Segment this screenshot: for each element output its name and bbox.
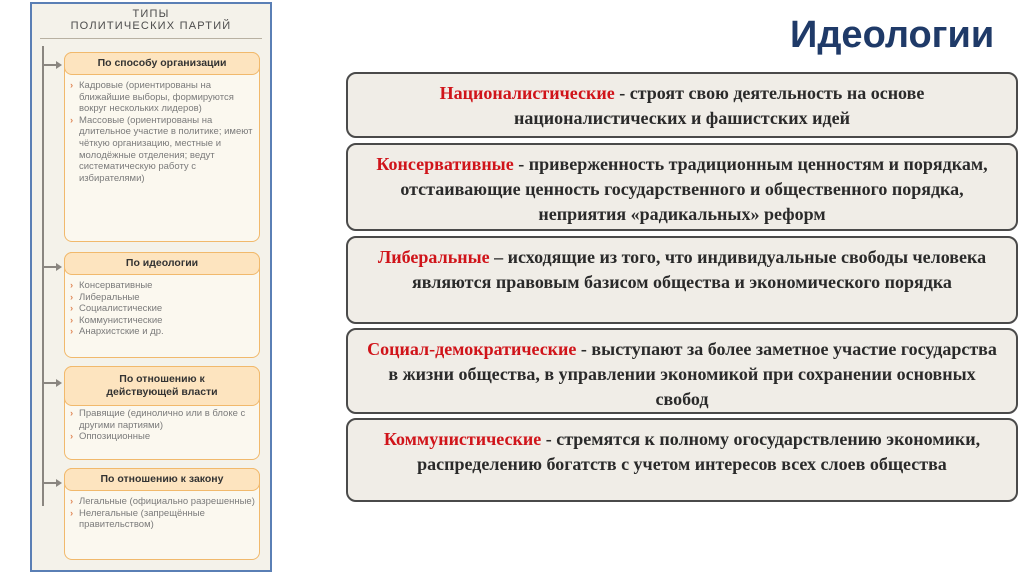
list-item: › Массовые (ориентированы на длительное участие в политике; имеют чёткую организацию, местные и молодёжные отделения; ведут систематическую работу с избирателями) xyxy=(70,115,256,185)
ideology-description: строят свою деятельность на основе националистических и фашистских идей xyxy=(514,83,925,128)
list-item: › Либеральные xyxy=(70,292,256,304)
list-item: › Правящие (единолично или в блоке с другими партиями) xyxy=(70,408,256,431)
ideology-separator: - xyxy=(513,154,529,174)
ideology-description: приверженность традиционным ценностям и порядкам, отстаивающие ценность государственного и общественного порядка, неприятия «радикальных» реформ xyxy=(400,154,988,224)
ideology-separator: – xyxy=(489,247,508,267)
category-list-organization xyxy=(70,80,256,184)
category-heading-power: По отношению к действующей власти xyxy=(64,366,260,406)
ideology-card-liberal xyxy=(346,236,1018,324)
ideology-separator: - xyxy=(576,339,592,359)
ideology-separator: - xyxy=(614,83,630,103)
list-item: › Консервативные xyxy=(70,280,256,292)
ideology-description: выступают за более заметное участие государства в жизни общества, в управлении экономикой при сохранении основных свобод xyxy=(388,339,997,409)
ideology-card-communist xyxy=(346,418,1018,502)
category-list-power xyxy=(70,408,256,443)
list-item: › Коммунистические xyxy=(70,315,256,327)
diagram-title-line-2: ПОЛИТИЧЕСКИХ ПАРТИЙ xyxy=(70,20,232,32)
ideology-term: Социал-демократические xyxy=(367,339,577,359)
list-item: › Социалистические xyxy=(70,303,256,315)
list-item: › Нелегальные (запрещённые правительством) xyxy=(70,508,256,531)
ideology-separator: - xyxy=(541,429,557,449)
ideology-description: стремятся к полному огосударствлению экономики, распределению богатств с учетом интересов всех слоев общества xyxy=(417,429,981,474)
list-item: › Легальные (официально разрешенные) xyxy=(70,496,256,508)
ideology-term: Националистические xyxy=(439,83,615,103)
ideology-card-social-democratic xyxy=(346,328,1018,414)
arrow-right-icon xyxy=(44,482,58,484)
category-heading-law: По отношению к закону xyxy=(64,468,260,491)
arrow-right-icon xyxy=(44,64,58,66)
ideology-term: Консервативные xyxy=(376,154,514,174)
ideology-description: исходящие из того, что индивидуальные свободы человека являются правовым базисом общества и экономического порядка xyxy=(412,247,987,292)
arrow-right-icon xyxy=(44,266,58,268)
diagram-connector-line xyxy=(42,46,44,506)
page-title: Идеологии xyxy=(790,14,995,56)
diagram-title-line-1: ТИПЫ xyxy=(132,8,170,20)
list-item: › Оппозиционные xyxy=(70,431,256,443)
list-item: › Кадровые (ориентированы на ближайшие выборы, формируются вокруг нескольких лидеров) xyxy=(70,80,256,115)
list-item: › Анархистские и др. xyxy=(70,326,256,338)
arrow-right-icon xyxy=(44,382,58,384)
party-types-diagram xyxy=(30,2,272,572)
ideology-term: Либеральные xyxy=(377,247,490,267)
diagram-title xyxy=(32,8,270,32)
category-list-law xyxy=(70,496,256,531)
ideology-card-nationalist xyxy=(346,72,1018,138)
ideology-term: Коммунистические xyxy=(383,429,542,449)
category-list-ideology xyxy=(70,280,256,338)
ideology-card-conservative xyxy=(346,143,1018,231)
diagram-divider xyxy=(40,38,262,39)
category-heading-ideology: По идеологии xyxy=(64,252,260,275)
category-heading-organization: По способу организации xyxy=(64,52,260,75)
